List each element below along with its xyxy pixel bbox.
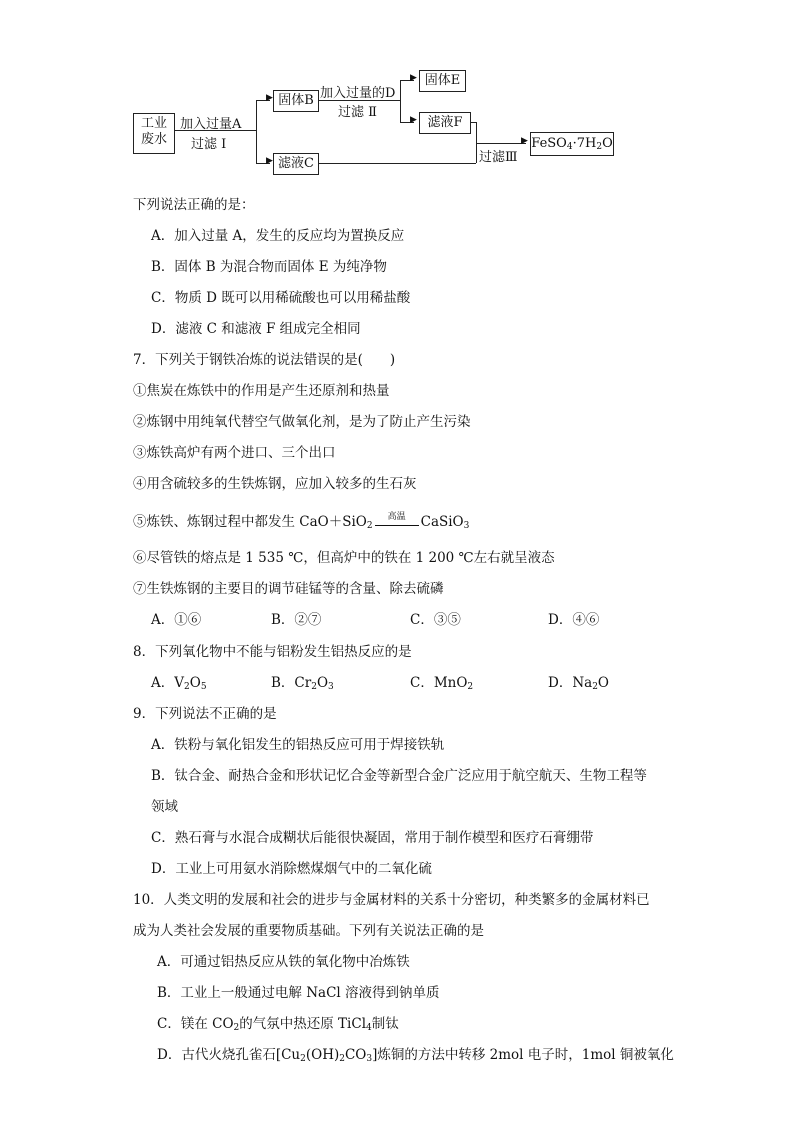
step1-arrow-line xyxy=(174,130,256,131)
q6-option-d: D．滤液 C 和滤液 F 组成完全相同 xyxy=(151,321,361,337)
step1-top-label: 加入过量A xyxy=(180,117,242,132)
q9-option-a: A．铁粉与氧化铝发生的铝热反应可用于焊接铁轨 xyxy=(151,737,445,753)
product-sub1: 4 xyxy=(566,142,573,152)
arrowhead-f-icon: ▶ xyxy=(410,115,417,125)
q10-stem-line2: 成为人类社会发展的重要物质基础。下列有关说法正确的是 xyxy=(133,923,484,939)
q7-option-c: C．③⑤ xyxy=(410,612,461,628)
merge-to-product xyxy=(476,143,526,144)
product-end: O xyxy=(602,136,613,151)
step2-bottom-label: 过滤 Ⅱ xyxy=(338,105,377,120)
q6-stem: 下列说法正确的是： xyxy=(133,197,255,213)
filtrate-f-box: 滤液F xyxy=(419,112,471,134)
product-sub2: 2 xyxy=(596,142,603,152)
q7-option-b: B．②⑦ xyxy=(271,612,322,628)
q10-stem-line1: 10．人类文明的发展和社会的进步与金属材料的关系十分密切，种类繁多的金属材料已 xyxy=(133,892,650,908)
c-to-merge-h xyxy=(318,163,476,164)
q7-item-5 xyxy=(133,510,469,531)
q6-option-b: B．固体 B 为混合物而固体 E 为纯净物 xyxy=(151,259,387,275)
q8-option-a: A．$V_2O_5$ xyxy=(151,675,207,692)
product-text: FeSO xyxy=(531,136,567,151)
q7-item5-product: CaSiO xyxy=(420,514,464,530)
q7-item5-prefix: ⑤炼铁、炼钢过程中都发生 CaO＋SiO xyxy=(133,514,367,530)
q10-option-d: D．古代火烧孔雀石$[Cu_2(OH)_2CO_3]$炼铜的方法中转移 2mol 电子时，1mol 铜被氧化 xyxy=(157,1047,674,1064)
step3-label: 过滤Ⅲ xyxy=(479,150,518,165)
arrowhead-product-icon: ▶ xyxy=(521,136,528,146)
step1-bottom-label: 过滤 Ⅰ xyxy=(191,137,227,152)
q7-item5-sub: 2 xyxy=(366,521,373,531)
product-box xyxy=(530,132,614,156)
branch-vertical-2 xyxy=(400,80,401,122)
q10-option-c: C．镁在 $CO_2$的气氛中热还原 TiCl$_4$制钛 xyxy=(157,1016,399,1033)
arrowhead-b-icon: ▶ xyxy=(266,93,273,103)
q9-stem: 9．下列说法不正确的是 xyxy=(133,706,277,722)
q7-option-d: D．④⑥ xyxy=(548,612,600,628)
arrowhead-c-icon: ▶ xyxy=(266,156,273,166)
q7-stem: 7．下列关于钢铁冶炼的说法错误的是( ) xyxy=(133,352,396,368)
filtrate-c-box: 滤液C xyxy=(273,153,319,175)
q9-option-b-line1: B．钛合金、耐热合金和形状记忆合金等新型合金广泛应用于航空航天、生物工程等 xyxy=(151,768,647,784)
q7-item5-product-sub: 3 xyxy=(463,521,470,531)
q6-option-c: C．物质 D 既可以用稀硫酸也可以用稀盐酸 xyxy=(151,290,411,306)
branch-vertical-1 xyxy=(256,100,257,163)
q7-item-4: ④用含硫较多的生铁炼钢，应加入较多的生石灰 xyxy=(133,476,417,492)
q8-stem: 8．下列氧化物中不能与铝粉发生铝热反应的是 xyxy=(133,644,412,660)
solid-e-box: 固体E xyxy=(419,70,466,92)
q7-item-2: ②炼钢中用纯氧代替空气做氧化剂，是为了防止产生污染 xyxy=(133,414,471,430)
step2-top-label: 加入过量的D xyxy=(320,86,396,101)
q7-option-a: A．①⑥ xyxy=(151,612,202,628)
solid-b-box: 固体B xyxy=(273,90,319,112)
q10-option-b: B．工业上一般通过电解 NaCl 溶液得到钠单质 xyxy=(157,985,440,1001)
q9-option-d: D．工业上可用氨水消除燃煤烟气中的二氧化硫 xyxy=(151,861,432,877)
q7-item-1: ①焦炭在炼铁中的作用是产生还原剂和热量 xyxy=(133,383,390,399)
q8-option-c: C．MnO$_2$ xyxy=(410,675,474,692)
q9-option-c: C．熟石膏与水混合成糊状后能很快凝固，常用于制作模型和医疗石膏绷带 xyxy=(151,830,594,846)
arrowhead-e-icon: ▶ xyxy=(410,73,417,83)
product-mid: ·7H xyxy=(572,136,597,151)
q7-item-7: ⑦生铁炼钢的主要目的调节硅锰等的含量、除去硫磷 xyxy=(133,581,444,597)
q8-option-b: B．$Cr_2O_3$ xyxy=(271,675,334,692)
q7-item-6: ⑥尽管铁的熔点是 1 535 ℃，但高炉中的铁在 1 200 ℃左右就呈液态 xyxy=(133,550,555,566)
q10-option-a: A．可通过铝热反应从铁的氧化物中冶炼铁 xyxy=(157,954,410,970)
q6-option-a: A．加入过量 A，发生的反应均为置换反应 xyxy=(151,228,405,244)
waste-box: 工业 废水 xyxy=(133,113,175,154)
q9-option-b-line2: 领域 xyxy=(151,799,178,815)
reaction-condition xyxy=(375,512,419,526)
reaction-condition-text: 高温 xyxy=(387,512,406,522)
q7-item-3: ③炼铁高炉有两个进口、三个出口 xyxy=(133,445,336,461)
q8-option-d: D．$Na_2O$ xyxy=(548,675,609,692)
